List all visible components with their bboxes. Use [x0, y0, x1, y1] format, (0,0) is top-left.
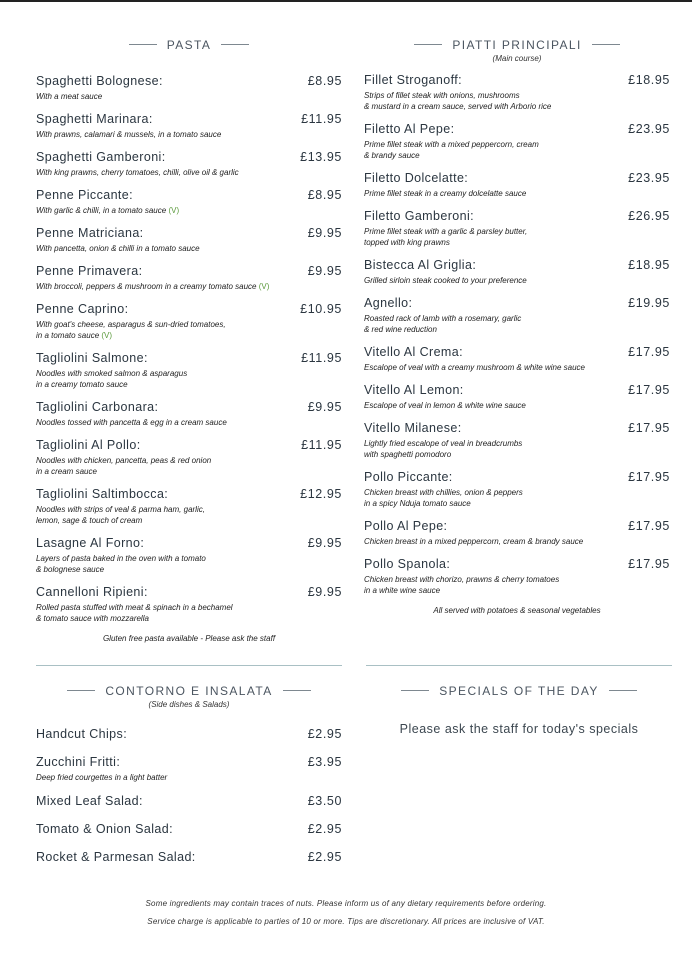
menu-item [364, 209, 670, 248]
menu-item-price: £11.95 [301, 111, 342, 126]
main-course-section [364, 32, 670, 615]
menu-item-row [364, 122, 670, 136]
specials-text: Please ask the staff for today's specials [399, 721, 639, 736]
menu-item-description [36, 504, 342, 515]
description-text: Noodles with chicken, pancetta, peas & red onion [36, 455, 212, 465]
menu-item [36, 400, 342, 428]
description-text: Prime fillet steak in a creamy dolcelatte sauce [364, 188, 527, 198]
specials-section [366, 678, 672, 736]
description-text: Grilled sirloin steak cooked to your preference [364, 275, 527, 285]
menu-item [36, 755, 342, 783]
divider-left [36, 665, 342, 666]
menu-item-description [36, 205, 342, 216]
menu-item-name: Spaghetti Bolognese: [36, 73, 163, 88]
menu-item-row [36, 188, 342, 202]
menu-item-description [36, 417, 342, 428]
menu-item [364, 383, 670, 411]
menu-item-description [36, 455, 342, 466]
menu-item [364, 470, 670, 509]
menu-item-description [36, 379, 342, 390]
menu-item-name: Lasagne Al Forno: [36, 535, 145, 550]
menu-item-description [36, 243, 342, 254]
menu-item [36, 850, 342, 864]
menu-item [364, 519, 670, 547]
menu-item-price: £3.50 [307, 793, 342, 808]
menu-item-description [364, 574, 670, 585]
menu-item-description [36, 330, 342, 341]
description-text: & mustard in a cream sauce, served with Arborio rice [364, 101, 552, 111]
menu-item-price: £11.95 [301, 437, 342, 452]
menu-item-price: £9.95 [307, 584, 342, 599]
main-course-header [364, 32, 670, 63]
menu-item-description [364, 324, 670, 335]
main-course-subtitle: (Main course) [492, 53, 542, 63]
menu-item-name: Penne Matriciana: [36, 225, 144, 240]
description-text: in a cream sauce [36, 466, 97, 476]
menu-item-price: £2.95 [307, 726, 342, 741]
menu-item-price: £17.95 [628, 469, 670, 484]
menu-item-price: £8.95 [307, 73, 342, 88]
menu-item-row [36, 112, 342, 126]
description-text: With garlic & chilli, in a tomato sauce [36, 205, 167, 215]
menu-item-description [36, 553, 342, 564]
description-text: Noodles with smoked salmon & asparagus [36, 368, 188, 378]
description-text: Deep fried courgettes in a light batter [36, 772, 168, 782]
pasta-title: PASTA [129, 38, 250, 52]
menu-item [364, 171, 670, 199]
menu-item [364, 122, 670, 161]
menu-item-price: £2.95 [307, 849, 342, 864]
sides-title: CONTORNO E INSALATA [67, 684, 310, 698]
menu-item [36, 264, 342, 292]
menu-item [36, 794, 342, 808]
description-text: with spaghetti pomodoro [364, 449, 452, 459]
menu-item [36, 74, 342, 102]
description-text: lemon, sage & touch of cream [36, 515, 143, 525]
menu-item-description [364, 90, 670, 101]
menu-item-row [364, 171, 670, 185]
menu-item-description [364, 188, 670, 199]
service-charge-note: Service charge is applicable to parties of 10 or more. Tips are discretionary. All prices are inclusive of VAT. [147, 917, 545, 926]
description-text: in a spicy Nduja tomato sauce [364, 498, 471, 508]
menu-item-name: Pollo Al Pepe: [364, 518, 448, 533]
menu-item-description [364, 101, 670, 112]
menu-item [364, 557, 670, 596]
menu-item-row [364, 73, 670, 87]
menu-item-description [36, 515, 342, 526]
menu-item-description [36, 613, 342, 624]
served-with-note: All served with potatoes & seasonal vegetables [433, 605, 601, 615]
gluten-free-note: Gluten free pasta available - Please ask the staff [102, 633, 276, 643]
menu-item-row [364, 383, 670, 397]
menu-item-price: £17.95 [628, 556, 670, 571]
menu-item-description [36, 466, 342, 477]
menu-item-name: Tomato & Onion Salad: [36, 821, 173, 836]
menu-item-name: Handcut Chips: [36, 726, 128, 741]
menu-item-name: Cannelloni Ripieni: [36, 584, 148, 599]
description-text: & brandy sauce [364, 150, 420, 160]
description-text: With king prawns, cherry tomatoes, chilli, olive oil & garlic [36, 167, 239, 177]
menu-item-description [364, 313, 670, 324]
description-text: & tomato sauce with mozzarella [36, 613, 149, 623]
menu-item-price: £3.95 [307, 754, 342, 769]
menu-item-description [36, 772, 342, 783]
description-text: in a tomato sauce [36, 330, 100, 340]
menu-item-description [36, 564, 342, 575]
sides-section [36, 678, 342, 878]
menu-item [364, 258, 670, 286]
footer [0, 895, 692, 931]
menu-item-row [36, 536, 342, 550]
menu-item-name: Mixed Leaf Salad: [36, 793, 143, 808]
description-text: & red wine reduction [364, 324, 437, 334]
pasta-section [36, 32, 342, 643]
menu-item-row [36, 74, 342, 88]
menu-item [364, 345, 670, 373]
menu-item-name: Bistecca Al Griglia: [364, 257, 477, 272]
description-text: topped with king prawns [364, 237, 450, 247]
allergy-note: Some ingredients may contain traces of nuts. Please inform us of any dietary requirements before ordering. [145, 899, 547, 908]
menu-item-price: £10.95 [300, 301, 342, 316]
description-text: Lightly fried escalope of veal in breadcrumbs [364, 438, 523, 448]
menu-item-row [364, 296, 670, 310]
menu-item-description [364, 139, 670, 150]
menu-item-row [36, 850, 342, 864]
menu-item-price: £17.95 [628, 344, 670, 359]
menu-item-name: Penne Primavera: [36, 263, 143, 278]
menu-item-row [364, 258, 670, 272]
sides-subtitle: (Side dishes & Salads) [148, 699, 230, 709]
pasta-header [36, 32, 342, 52]
description-text: With prawns, calamari & mussels, in a tomato sauce [36, 129, 222, 139]
main-course-title: PIATTI PRINCIPALI [414, 38, 619, 52]
pasta-items [36, 74, 342, 624]
menu-item [36, 822, 342, 836]
menu-item [36, 150, 342, 178]
menu-item-price: £9.95 [307, 535, 342, 550]
menu-item-description [364, 237, 670, 248]
menu-item-price: £17.95 [628, 420, 670, 435]
menu-item-price: £12.95 [300, 486, 342, 501]
sides-header [36, 678, 342, 709]
menu-item-description [364, 150, 670, 161]
description-text: Prime fillet steak with a mixed peppercorn, cream [364, 139, 539, 149]
menu-item-name: Tagliolini Saltimbocca: [36, 486, 169, 501]
menu-item [36, 188, 342, 216]
menu-item-name: Pollo Piccante: [364, 469, 453, 484]
menu-item [364, 296, 670, 335]
description-text: Chicken breast in a mixed peppercorn, cream & brandy sauce [364, 536, 584, 546]
menu-item-price: £2.95 [307, 821, 342, 836]
menu-item-price: £13.95 [300, 149, 342, 164]
menu-item [36, 351, 342, 390]
menu-item-name: Rocket & Parmesan Salad: [36, 849, 196, 864]
description-text: Roasted rack of lamb with a rosemary, garlic [364, 313, 522, 323]
description-text: Strips of fillet steak with onions, mushrooms [364, 90, 520, 100]
menu-item-row [36, 487, 342, 501]
menu-item-description [36, 91, 342, 102]
menu-item-price: £23.95 [628, 121, 670, 136]
description-text: Prime fillet steak with a garlic & parsley butter, [364, 226, 528, 236]
menu-item-description [364, 438, 670, 449]
menu-item-row [364, 345, 670, 359]
menu-item-description [364, 498, 670, 509]
menu-item-price: £9.95 [307, 263, 342, 278]
menu-item-price: £23.95 [628, 170, 670, 185]
menu-item-name: Filetto Gamberoni: [364, 208, 475, 223]
description-text: Rolled pasta stuffed with meat & spinach in a bechamel [36, 602, 233, 612]
description-text: Escalope of veal with a creamy mushroom & white wine sauce [364, 362, 585, 372]
menu-item-row [36, 822, 342, 836]
menu-item-price: £17.95 [628, 382, 670, 397]
menu-item-name: Pollo Spanola: [364, 556, 451, 571]
menu-item-description [36, 602, 342, 613]
menu-item-name: Vitello Al Lemon: [364, 382, 464, 397]
menu-item [36, 438, 342, 477]
menu-item-price: £11.95 [301, 350, 342, 365]
description-text: With pancetta, onion & chilli in a tomato sauce [36, 243, 200, 253]
description-text: Noodles with strips of veal & parma ham, garlic, [36, 504, 205, 514]
menu-item-row [36, 727, 342, 741]
menu-item-name: Tagliolini Salmone: [36, 350, 148, 365]
description-text: Escalope of veal in lemon & white wine sauce [364, 400, 526, 410]
menu-item-price: £18.95 [628, 72, 670, 87]
menu-item-description [364, 275, 670, 286]
menu-item-description [364, 585, 670, 596]
specials-header [366, 678, 672, 698]
menu-item-price: £26.95 [628, 208, 670, 223]
vegetarian-badge: (V) [258, 281, 270, 291]
description-text: With goat's cheese, asparagus & sun-dried tomatoes, [36, 319, 226, 329]
description-text: Chicken breast with chillies, onion & peppers [364, 487, 523, 497]
menu-item-name: Vitello Milanese: [364, 420, 462, 435]
menu-item-row [364, 209, 670, 223]
menu-item-name: Tagliolini Al Pollo: [36, 437, 141, 452]
menu-item-description [364, 226, 670, 237]
menu-item [36, 727, 342, 741]
menu-item-name: Zucchini Fritti: [36, 754, 121, 769]
specials-title: SPECIALS OF THE DAY [401, 684, 637, 698]
menu-item-price: £8.95 [307, 187, 342, 202]
menu-item [36, 226, 342, 254]
menu-item-row [364, 470, 670, 484]
menu-item-name: Filetto Al Pepe: [364, 121, 455, 136]
menu-item [36, 112, 342, 140]
menu-item-row [364, 519, 670, 533]
menu-item-price: £17.95 [628, 518, 670, 533]
menu-item-name: Tagliolini Carbonara: [36, 399, 159, 414]
menu-item-description [364, 536, 670, 547]
top-border [0, 0, 692, 2]
menu-item-price: £18.95 [628, 257, 670, 272]
menu-item-description [36, 368, 342, 379]
menu-item-row [36, 150, 342, 164]
menu-item [36, 536, 342, 575]
menu-item-row [364, 557, 670, 571]
menu-item [364, 73, 670, 112]
menu-item [36, 585, 342, 624]
main-course-items [364, 73, 670, 596]
menu-item-name: Agnello: [364, 295, 413, 310]
menu-item-row [36, 264, 342, 278]
menu-item-row [36, 794, 342, 808]
description-text: in a white wine sauce [364, 585, 441, 595]
menu-item-row [36, 226, 342, 240]
menu-item-price: £9.95 [307, 225, 342, 240]
description-text: & bolognese sauce [36, 564, 105, 574]
menu-item-price: £9.95 [307, 399, 342, 414]
menu-item-description [36, 319, 342, 330]
vegetarian-badge: (V) [101, 330, 113, 340]
divider-right [366, 665, 672, 666]
menu-item-description [364, 449, 670, 460]
menu-item-row [36, 755, 342, 769]
menu-item-row [36, 400, 342, 414]
menu-item-name: Penne Piccante: [36, 187, 134, 202]
menu-item-name: Spaghetti Marinara: [36, 111, 153, 126]
menu-item-name: Spaghetti Gamberoni: [36, 149, 166, 164]
description-text: in a creamy tomato sauce [36, 379, 128, 389]
menu-item-description [364, 362, 670, 373]
menu-item-description [364, 487, 670, 498]
description-text: Layers of pasta baked in the oven with a tomato [36, 553, 206, 563]
menu-item-row [36, 585, 342, 599]
description-text: With broccoli, peppers & mushroom in a creamy tomato sauce [36, 281, 257, 291]
menu-item [364, 421, 670, 460]
menu-item-row [364, 421, 670, 435]
menu-item-name: Vitello Al Crema: [364, 344, 463, 359]
description-text: Chicken breast with chorizo, prawns & cherry tomatoes [364, 574, 560, 584]
menu-item-description [36, 167, 342, 178]
menu-item-name: Fillet Stroganoff: [364, 72, 462, 87]
menu-item-row [36, 302, 342, 316]
menu-item-name: Filetto Dolcelatte: [364, 170, 469, 185]
menu-item [36, 487, 342, 526]
menu-item-description [36, 281, 342, 292]
vegetarian-badge: (V) [168, 205, 180, 215]
menu-item-price: £19.95 [628, 295, 670, 310]
sides-items [36, 727, 342, 864]
menu-item-row [36, 351, 342, 365]
menu-item [36, 302, 342, 341]
menu-item-name: Penne Caprino: [36, 301, 129, 316]
description-text: Noodles tossed with pancetta & egg in a cream sauce [36, 417, 227, 427]
menu-item-description [36, 129, 342, 140]
menu-item-description [364, 400, 670, 411]
description-text: With a meat sauce [36, 91, 103, 101]
menu-item-row [36, 438, 342, 452]
